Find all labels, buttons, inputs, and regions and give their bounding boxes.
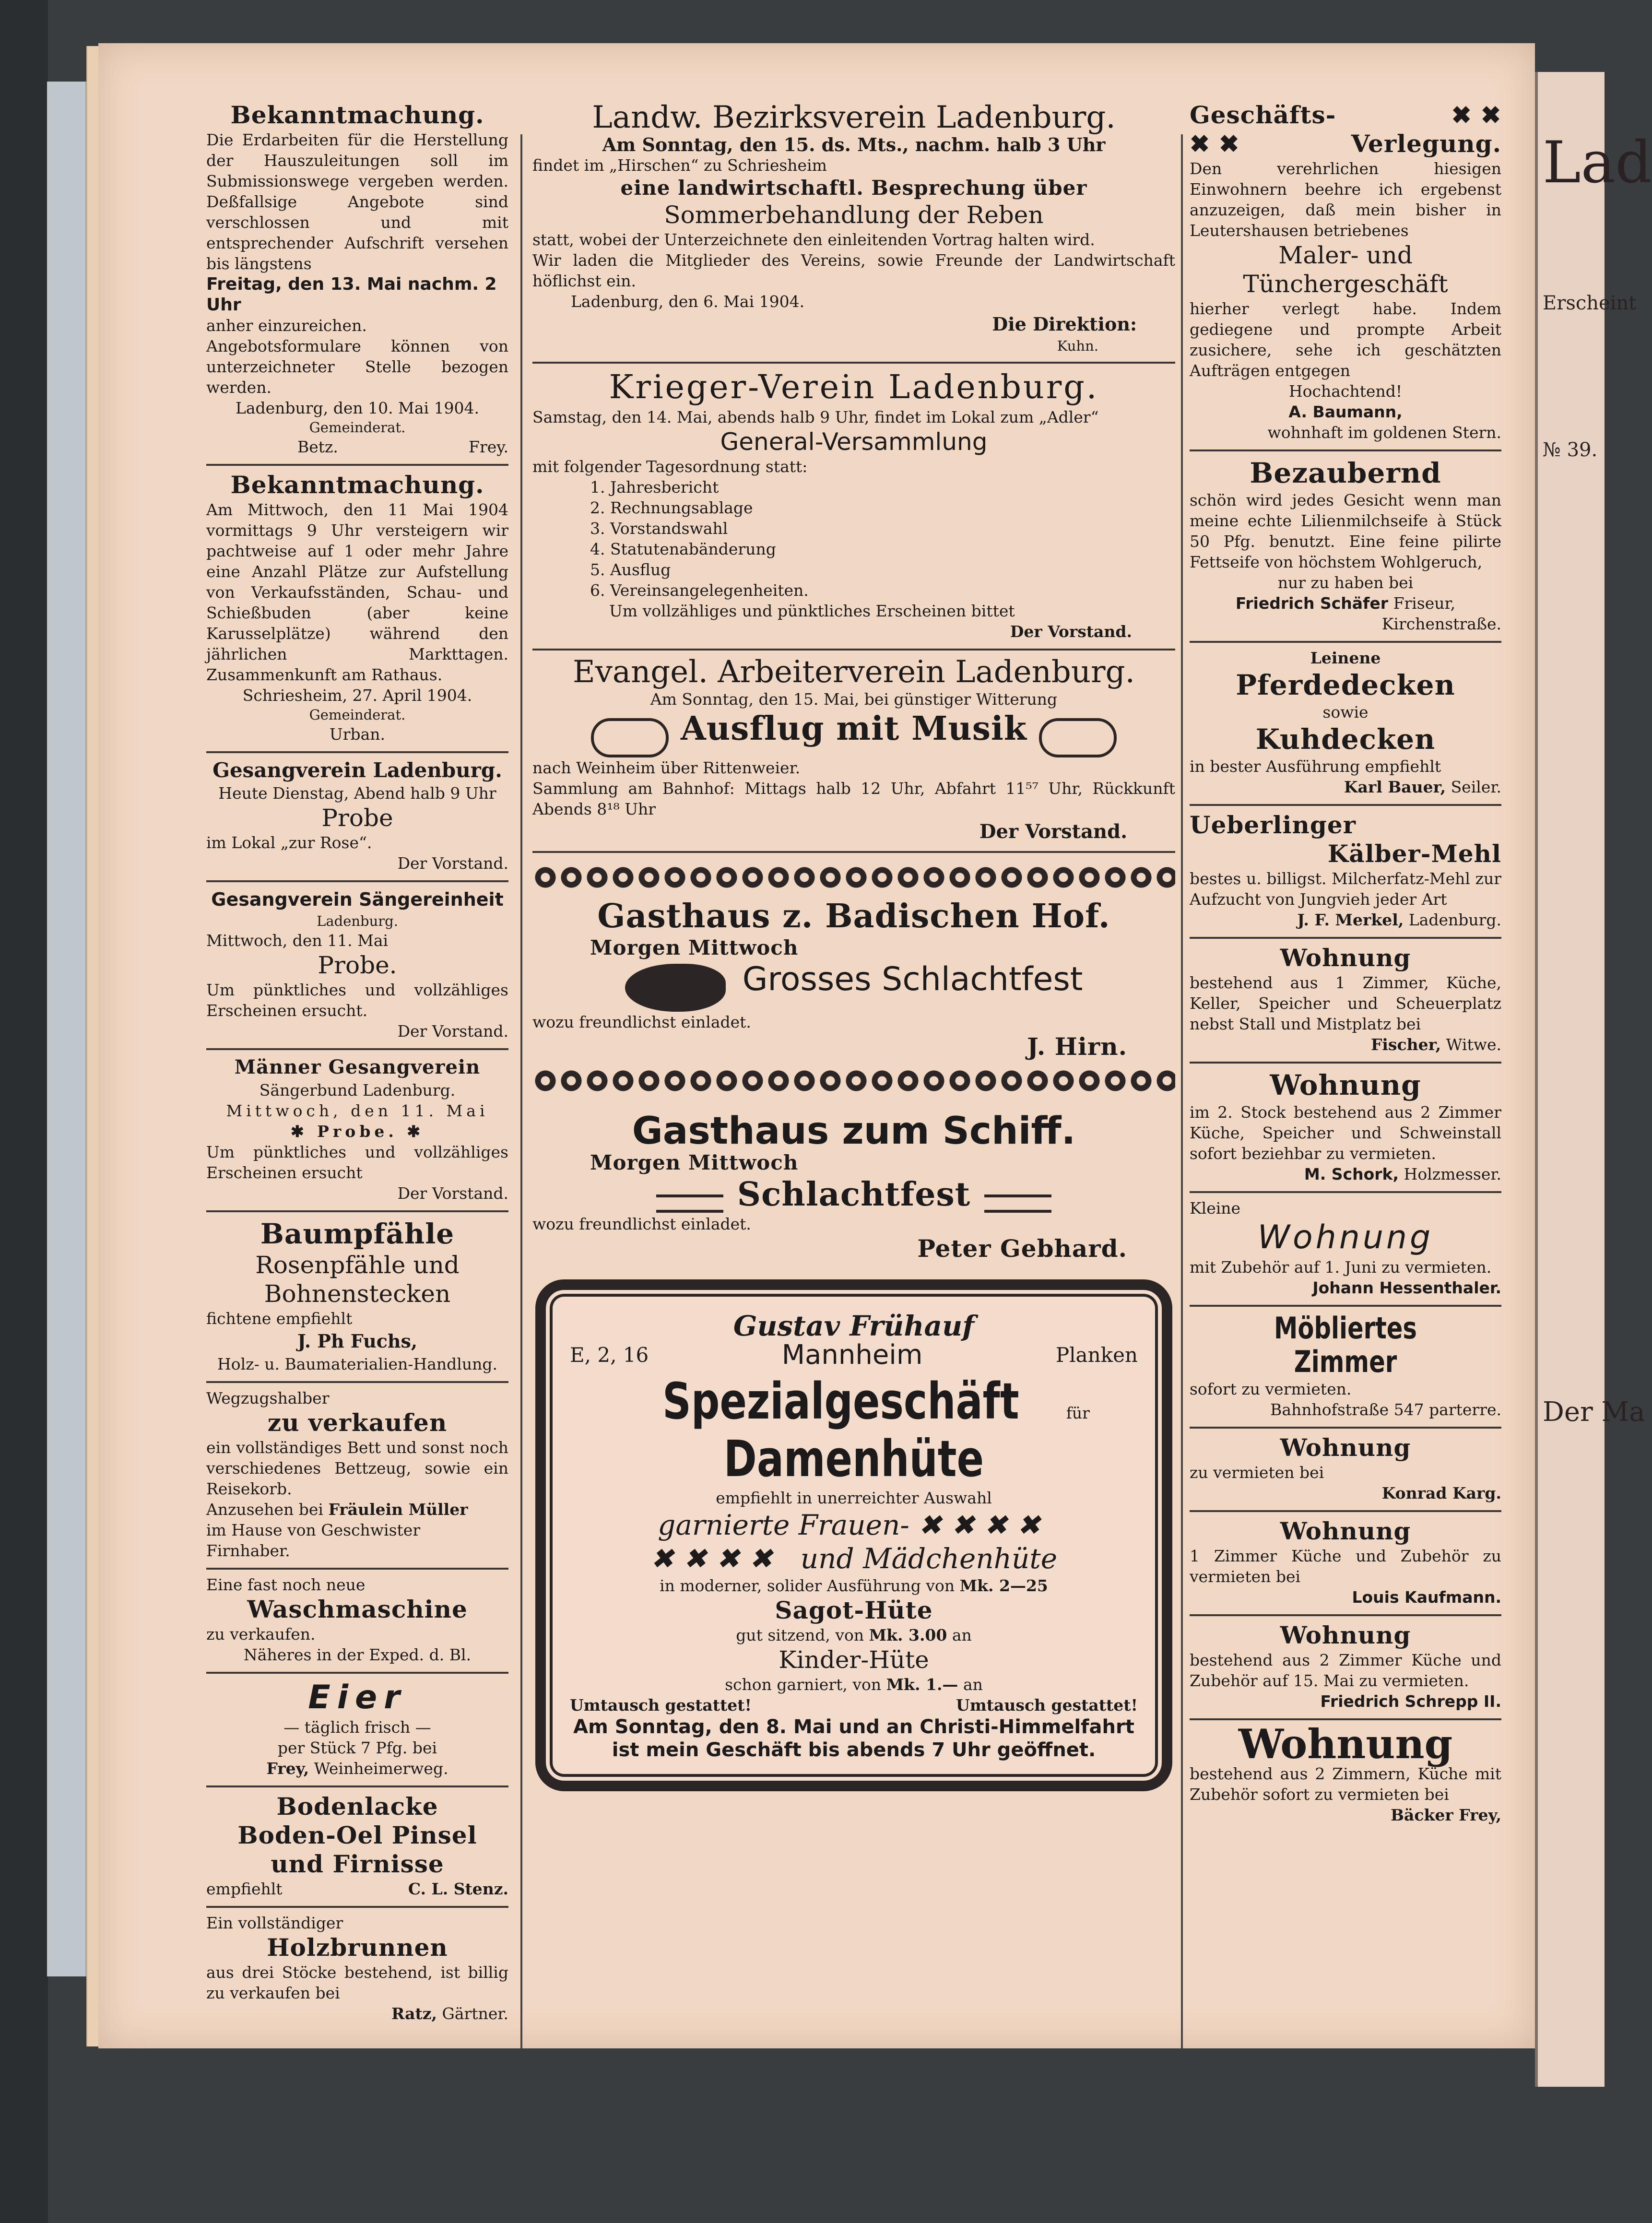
ad-wohnung-karg <box>1190 1429 1501 1512</box>
ad-body: bestehend aus 1 Zimmer, Küche, Keller, Speicher und Scheuerplatz nebst Stall und Mistplatz bei <box>1190 973 1501 1033</box>
ad-body: 1 Zimmer Küche und Zubehör zu vermieten bei <box>1190 1547 1501 1586</box>
ad-recommend: empfiehlt in unerreichter Auswahl <box>716 1489 992 1507</box>
ad-place: im Lokal „zur Rose“. <box>206 833 372 852</box>
flourish-left-icon <box>591 718 669 757</box>
ad-wohnung-schrepp <box>1190 1616 1501 1720</box>
ad-topic: Sommerbehandlung der Reben <box>664 201 1044 229</box>
ad-vendor <box>206 1879 508 1899</box>
ad-line: Am Sonntag, den 15. Mai, bei günstiger Witterung <box>650 690 1058 709</box>
ad-body: sofort zu vermieten. <box>1190 1380 1352 1398</box>
agenda-item: 2. Rechnungsablage <box>590 498 753 517</box>
ad-signature: Peter Gebhard. <box>917 1234 1127 1263</box>
ad-trade: Gärtner. <box>442 2004 508 2023</box>
ad-bezaubernd <box>1190 451 1501 643</box>
adjacent-page <box>1535 72 1652 2087</box>
ad-title: Holzbrunnen <box>267 1933 448 1962</box>
ad-addr: E, 2, 16 <box>570 1343 649 1367</box>
ad-trade: Holz- u. Baumaterialien-Handlung. <box>217 1355 497 1373</box>
ad-eier <box>206 1674 508 1787</box>
signature-right: Frey. <box>469 438 508 456</box>
ad-sub: Sängerbund Ladenburg. <box>259 1081 456 1100</box>
ad-line1: garnierte Frauen- <box>658 1509 909 1541</box>
agenda-item: 1. Jahresbericht <box>590 478 719 497</box>
ad-place: findet im „Hirschen“ zu Schriesheim <box>532 156 827 175</box>
ad-spec1: Spezialgeschäft <box>662 1372 1019 1431</box>
ad-body: im 2. Stock bestehend aus 2 Zimmer Küche, Speicher und Schweinstall sofort beziehbar zu vermieten. <box>1190 1103 1501 1163</box>
ad-when: Morgen Mittwoch <box>590 935 799 959</box>
ad-date: Ladenburg, den 10. Mai 1904. <box>235 399 480 417</box>
ad-event-row <box>532 709 1175 757</box>
ad-addr: wohnhaft im goldenen Stern. <box>1267 423 1501 442</box>
ad-title: Landw. Bezirksverein Ladenburg. <box>592 100 1116 135</box>
ad-zu-verkaufen <box>206 1383 508 1570</box>
column-middle <box>532 96 1175 2053</box>
ad-title2: Kuhdecken <box>1255 723 1436 756</box>
ad-body: ein vollständiges Bett und sonst noch verschiedenes Bettzeug, sowie ein Reisekorb. <box>206 1438 508 1498</box>
ad-after: anher einzureichen. <box>206 316 367 335</box>
ad-exchange-left: Umtausch gestattet! <box>570 1696 752 1715</box>
ad-vendor <box>1190 777 1501 797</box>
ad-name: J. Ph Fuchs, <box>297 1330 418 1352</box>
ad-wohnung-schork <box>1190 1064 1501 1193</box>
ad-body2: hierher verlegt habe. Indem gediegene und prompte Arbeit zusichere, sehe ich geschätzten Aufträgen entgegen <box>1190 299 1501 380</box>
ad-pre: Ein vollständiger <box>206 1914 343 1932</box>
ad-baumpfaehle <box>206 1212 508 1383</box>
ad-sagot-an: an <box>952 1626 972 1644</box>
ad-street: Planken <box>1055 1343 1138 1367</box>
ad-name: Friedrich Schäfer <box>1235 594 1389 613</box>
ad-sunday: Am Sonntag, den 8. Mai und an Christi-Himmelfahrt <box>573 1716 1134 1738</box>
ad-forms: Angebotsformulare können von unterzeichneter Stelle bezogen werden. <box>206 337 508 397</box>
ad-trade: Holzmesser. <box>1404 1165 1501 1183</box>
ad-title: Bekanntmachung. <box>230 471 484 499</box>
ad-avail: nur zu haben bei <box>1277 573 1414 592</box>
ad-trade2: Tünchergeschäft <box>1243 270 1448 298</box>
ad-name: Fischer, <box>1370 1035 1441 1054</box>
ad-trade: Seiler. <box>1451 778 1501 796</box>
ad-bekanntmachung-1 <box>206 96 508 466</box>
ad-sub: — täglich frisch — <box>283 1718 431 1737</box>
ad-kinder-an: an <box>963 1675 983 1694</box>
ad-line1-row: garnierte Frauen- ✖✖✖✖ <box>658 1509 1050 1541</box>
ad-price: per Stück 7 Pfg. bei <box>277 1738 437 1757</box>
ad-name: Friedrich Schrepp II. <box>1320 1692 1501 1711</box>
ad-geschaeftsverlegung <box>1190 96 1501 451</box>
ad-trade1: Maler- und <box>1278 241 1413 269</box>
ad-bodenlacke <box>206 1787 508 1908</box>
ad-date: Mittwoch, den 11. Mai <box>206 931 389 950</box>
agenda-item: 3. Vorstandswahl <box>590 519 728 538</box>
ad-body2: Wir laden die Mitglieder des Vereins, sowie Freunde der Landwirtschaft höflichst ein. <box>532 251 1175 290</box>
ad-title: Evangel. Arbeiterverein Ladenburg. <box>573 654 1135 690</box>
ad-invite: wozu freundlichst einladet. <box>532 1215 751 1233</box>
binder-background <box>0 0 48 2223</box>
ad-desc: in moderner, solider Ausführung von <box>660 1576 955 1595</box>
ad-spec-mid: für <box>1066 1404 1090 1422</box>
ad-event-row <box>532 1175 1175 1214</box>
ad-title: Wohnung <box>1280 1433 1411 1462</box>
ad-line2-row: ✖✖✖✖ und Mädchenhüte <box>650 1542 1058 1575</box>
ad-body: mit Zubehör auf 1. Juni zu vermieten. <box>1190 1258 1492 1277</box>
ad-gesangverein-ladenburg <box>206 753 508 882</box>
ad-title: Männer Gesangverein <box>234 1056 481 1078</box>
column-rule-1 <box>520 134 522 2048</box>
ad-line3: und Firnisse <box>271 1850 444 1878</box>
ad-title2: Verlegung. <box>1351 130 1501 158</box>
ad-kinder: Kinder-Hüte <box>779 1646 929 1674</box>
ad-title: Gasthaus z. Badischen Hof. <box>597 897 1110 935</box>
ad-body: Um pünktliches und vollzähliges Erscheinen ersucht <box>206 1143 508 1182</box>
ad-title1-row: Geschäfts- ✖ ✖ <box>1190 101 1501 129</box>
ad-trade: Friseur, <box>1393 594 1456 613</box>
ad-price: Mk. 2—25 <box>959 1576 1048 1595</box>
ad-closing: Um vollzähliges und pünktliches Erscheinen bittet <box>609 602 1015 620</box>
ad-sub: Ladenburg. <box>317 913 398 929</box>
ad-fruehauf <box>535 1279 1172 1791</box>
ad-moebliertes-zimmer <box>1190 1307 1501 1429</box>
ad-invite: wozu freundlichst einladet. <box>532 1013 751 1031</box>
ad-title1: Ueberlinger <box>1190 811 1356 839</box>
column-right <box>1190 96 1501 2053</box>
ad-sagot-price: Mk. 3.00 <box>869 1626 947 1644</box>
ad-sagot: Sagot-Hüte <box>775 1596 933 1624</box>
ad-body: Um pünktliches und vollzähliges Erscheinen ersucht. <box>206 981 508 1020</box>
ad-signature: Der Vorstand. <box>1010 622 1132 641</box>
ad-line: Samstag, den 14. Mai, abends halb 9 Uhr, findet im Lokal zum „Adler“ <box>532 408 1099 426</box>
ad-name: C. L. Stenz. <box>408 1880 508 1898</box>
ad-issuer: Gemeinderat. <box>309 419 406 436</box>
ad-event-row <box>532 960 1175 1012</box>
rule-left-icon <box>656 1194 723 1213</box>
ad-title: Gesangverein Ladenburg. <box>212 758 502 782</box>
ad-kleine-wohnung <box>1190 1193 1501 1307</box>
ad-spec2: Damenhüte <box>723 1430 984 1488</box>
ad-title: zu verkaufen <box>267 1408 448 1437</box>
ad-what: eine landwirtschaftl. Besprechung über <box>620 176 1087 200</box>
ad-vendor <box>1190 910 1501 930</box>
ad-street: Kirchenstraße. <box>1381 615 1501 633</box>
ad-desc-row <box>570 1575 1138 1596</box>
ad-signature-name: Kuhn. <box>1057 338 1098 354</box>
ad-gasthaus-schiff <box>532 1107 1175 1270</box>
ad-line2: und Mädchenhüte <box>800 1542 1058 1575</box>
ad-deadline: Freitag, den 13. Mai nachm. 2 Uhr <box>206 274 497 315</box>
ad-kaelbermehl <box>1190 806 1501 939</box>
ad-body: bestehend aus 2 Zimmer Küche und Zubehör auf 15. Mai zu vermieten. <box>1190 1651 1501 1690</box>
ad-date: Mittwoch, den 11. Mai <box>226 1101 489 1120</box>
ad-date: Am Sonntag, den 15. ds. Mts., nachm. halb 3 Uhr <box>602 134 1106 155</box>
ad-title: Baumpfähle <box>260 1218 455 1250</box>
adjacent-text-fragment: Erscheint <box>1543 292 1637 314</box>
ad-suffix: Witwe. <box>1446 1035 1501 1054</box>
ad-specialty <box>570 1372 1138 1488</box>
ad-date: Schriesheim, 27. April 1904. <box>242 686 472 705</box>
ad-title: Möbliertes Zimmer <box>1274 1311 1417 1379</box>
ad-exchange-row <box>570 1695 1138 1715</box>
ad-signature: Urban. <box>329 725 386 744</box>
ad-pre: Wegzugshalber <box>206 1389 330 1407</box>
ad-body: Den verehrlichen hiesigen Einwohnern beehre ich ergebenst anzuzeigen, daß mein bisher in Leutershausen betriebenes <box>1190 159 1501 240</box>
ad-body: Die Erdarbeiten für die Herstellung der Hauszuleitungen soll im Submissionswege vergeben werden. Deßfallsige Angebote sind verschlossen und mit entsprechender Aufschrift versehen bis längstens <box>206 130 508 273</box>
adjacent-heading-fragment: Der Ma <box>1543 1396 1645 1428</box>
ad-pre: Leinene <box>1310 649 1381 667</box>
ad-kinder-row <box>570 1674 1138 1695</box>
ad-when: Morgen Mittwoch <box>590 1151 799 1174</box>
ad-info: Näheres in der Exped. d. Bl. <box>243 1645 472 1664</box>
agenda-item: 4. Statutenabänderung <box>590 540 776 558</box>
ad-event: ✱ Probe. ✱ <box>290 1122 425 1141</box>
ad-body: zu vermieten bei <box>1190 1463 1324 1482</box>
rule-right-icon <box>984 1194 1051 1213</box>
ad-meet: Sammlung am Bahnhof: Mittags halb 12 Uhr, Abfahrt 11⁵⁷ Uhr, Rückkunft Abends 8¹⁸ Uhr <box>532 779 1175 818</box>
ad-body: Am Mittwoch, den 11 Mai 1904 vormittags 9 Uhr versteigern wir pachtweise auf 1 oder mehr Jahre eine Anzahl Plätze zur Aufstellung von Verkaufsständen, Schau- und Schießbuden (aber keine Karusselplätze) während den jährlichen Markttagen. Zusammenkunft am Rathaus. <box>206 500 508 684</box>
ad-see <box>206 1499 508 1520</box>
ad-line3: Bohnenstecken <box>264 1280 451 1308</box>
ad-vendor <box>206 1758 508 1779</box>
ad-offer: fichtene empfiehlt <box>206 1309 353 1328</box>
ad-title: Gesangverein Sängereinheit <box>211 889 504 910</box>
ad-open: ist mein Geschäft bis abends 7 Uhr geöffnet. <box>612 1739 1096 1761</box>
column-left <box>206 96 508 2053</box>
ad-title: Gasthaus zum Schiff. <box>632 1110 1076 1153</box>
ad-kinder-desc: schon garniert, von <box>725 1675 882 1694</box>
ad-event: Probe <box>321 804 393 832</box>
ad-arbeiterverein <box>532 650 1175 853</box>
ad-sale: zu verkaufen. <box>206 1625 316 1644</box>
ad-regards: Hochachtend! <box>1288 382 1403 401</box>
ad-waschmaschine <box>206 1570 508 1674</box>
ad-street: Weinheimerweg. <box>314 1759 448 1778</box>
ad-name: Gustav Frühauf <box>733 1310 975 1342</box>
ad-kinder-price: Mk. 1.— <box>886 1675 958 1694</box>
ad-wohnung-kaufmann <box>1190 1512 1501 1616</box>
ad-agenda-intro: mit folgender Tagesordnung statt: <box>532 457 808 476</box>
ad-sagot-row <box>570 1625 1138 1645</box>
ornament-border-icon <box>532 1068 1175 1094</box>
ad-maenner-gesangverein <box>206 1050 508 1212</box>
ad-offer: empfiehlt <box>206 1880 283 1898</box>
ad-name: Ratz, <box>391 2004 437 2023</box>
ad-title: Eier <box>308 1679 407 1716</box>
ad-wohnung-fischer <box>1190 939 1501 1064</box>
ornament-border-icon <box>532 864 1175 890</box>
column-rule-2 <box>1181 134 1183 2048</box>
ad-badischer-hof <box>532 853 1175 1108</box>
adjacent-issue-fragment: № 39. <box>1543 439 1598 461</box>
ad-bekanntmachung-2 <box>206 466 508 753</box>
ad-pre: Eine fast noch neue <box>206 1575 366 1594</box>
ad-name: Bäcker Frey, <box>1391 1806 1501 1824</box>
ad-signature: Der Vorstand. <box>397 1184 508 1203</box>
ad-title1: Geschäfts- <box>1190 101 1336 129</box>
ad-route: nach Weinheim über Rittenweier. <box>532 758 801 777</box>
ad-name: Fräulein Müller <box>328 1500 468 1519</box>
ad-title: Pferdedecken <box>1236 669 1455 701</box>
ad-city: Mannheim <box>781 1339 923 1371</box>
ad-vendor <box>1190 1034 1501 1055</box>
ad-name: Louis Kaufmann. <box>1352 1588 1501 1607</box>
ad-addr: Bahnhofstraße 547 parterre. <box>1270 1400 1501 1419</box>
ad-signature: Die Direktion: <box>992 313 1137 335</box>
ad-pre: Kleine <box>1190 1199 1241 1218</box>
adjacent-masthead-fragment: Lad <box>1543 130 1652 196</box>
ad-bezirksverein <box>532 96 1175 364</box>
ad-mid: sowie <box>1322 703 1369 721</box>
ad-pferdedecken <box>1190 643 1501 806</box>
flourish-right-icon <box>1039 718 1117 757</box>
ad-see-label: Anzusehen bei <box>206 1500 323 1519</box>
ad-signature: Der Vorstand. <box>979 820 1127 843</box>
ad-title: Wohnung <box>1280 1621 1411 1649</box>
ad-title2: Kälber-Mehl <box>1327 840 1501 868</box>
ad-title: Wohnung <box>1280 1517 1411 1545</box>
ad-body: schön wird jedes Gesicht wenn man meine echte Lilienmilchseife à Stück 50 Pfg. benutzt. Eine feine pilirte Fettseife von höchstem Wohlgeruch, <box>1190 491 1501 571</box>
ad-title: Wohnung <box>1238 1720 1453 1768</box>
ad-address-row <box>570 1339 1138 1371</box>
ad-name: A. Baumann, <box>1288 402 1403 421</box>
ad-title: Bekanntmachung. <box>230 101 484 129</box>
ad-signature: J. Hirn. <box>1027 1032 1127 1061</box>
ad-city: Ladenburg. <box>1408 910 1501 929</box>
signature-left: Betz. <box>297 438 338 456</box>
ad-title: Wohnung <box>1280 944 1411 972</box>
ad-issuer: Gemeinderat. <box>309 707 406 723</box>
ad-vendor <box>206 2003 508 2024</box>
ad-line1: Bodenlacke <box>276 1792 438 1821</box>
ad-title: Krieger-Verein Ladenburg. <box>609 368 1099 406</box>
pig-icon <box>625 964 726 1012</box>
ad-offer: in bester Ausführung empfiehlt <box>1190 757 1441 776</box>
ad-name: J. F. Merkel, <box>1297 910 1404 929</box>
ad-title: Bezaubernd <box>1250 457 1441 489</box>
ad-event: Schlachtfest <box>737 1175 971 1214</box>
ad-name: Johann Hessenthaler. <box>1312 1278 1501 1297</box>
ad-line: Heute Dienstag, Abend halb 9 Uhr <box>218 784 496 803</box>
ad-body1: statt, wobei der Unterzeichnete den einleitenden Vortrag halten wird. <box>532 230 1095 249</box>
ad-body: bestehend aus 2 Zimmern, Küche mit Zubehör sofort zu vermieten bei <box>1190 1764 1501 1804</box>
ad-name: Konrad Karg. <box>1381 1484 1501 1502</box>
ad-addr: im Hause von Geschwister Firnhaber. <box>206 1521 421 1560</box>
ad-exchange-right: Umtausch gestattet! <box>956 1696 1138 1715</box>
ad-wohnung-frey <box>1190 1720 1501 1832</box>
ad-event: General-Versammlung <box>720 428 988 456</box>
ad-name: M. Schork, <box>1304 1165 1399 1183</box>
ad-line2: Boden-Oel Pinsel <box>237 1821 477 1849</box>
ad-signature: Der Vorstand. <box>397 854 508 873</box>
ad-event: Grosses Schlachtfest <box>742 960 1083 998</box>
ad-event: Ausflug mit Musik <box>680 709 1027 748</box>
ad-name: Frey, <box>266 1759 309 1778</box>
agenda-item: 5. Ausflug <box>590 560 671 579</box>
ad-date2: Ladenburg, den 6. Mai 1904. <box>571 292 805 311</box>
ad-name: Karl Bauer, <box>1344 778 1446 796</box>
book-spine <box>47 82 88 1976</box>
ad-body: bestes u. billigst. Milcherfatz-Mehl zur Aufzucht von Jungvieh jeder Art <box>1190 869 1501 909</box>
ad-krieger-verein <box>532 364 1175 650</box>
ad-title: Wohnung <box>1270 1069 1421 1101</box>
ad-title: Waschmaschine <box>247 1595 468 1623</box>
ad-signature: Der Vorstand. <box>397 1022 508 1041</box>
ad-vendor <box>1190 593 1501 614</box>
ad-body: aus drei Stöcke bestehend, ist billig zu verkaufen bei <box>206 1963 508 2002</box>
ad-line2: Rosenpfähle und <box>255 1251 460 1279</box>
ad-title2-row: ✖ ✖ Verlegung. <box>1190 130 1501 158</box>
ad-saengereinheit <box>206 882 508 1050</box>
ad-vendor <box>1190 1164 1501 1184</box>
agenda-item: 6. Vereinsangelegenheiten. <box>590 581 809 600</box>
ad-title: Wohnung <box>1257 1218 1434 1256</box>
ad-sagot-desc: gut sitzend, von <box>736 1626 864 1644</box>
ad-holzbrunnen <box>206 1908 508 2031</box>
ad-event: Probe. <box>318 951 397 979</box>
ad-signatures <box>206 437 508 457</box>
